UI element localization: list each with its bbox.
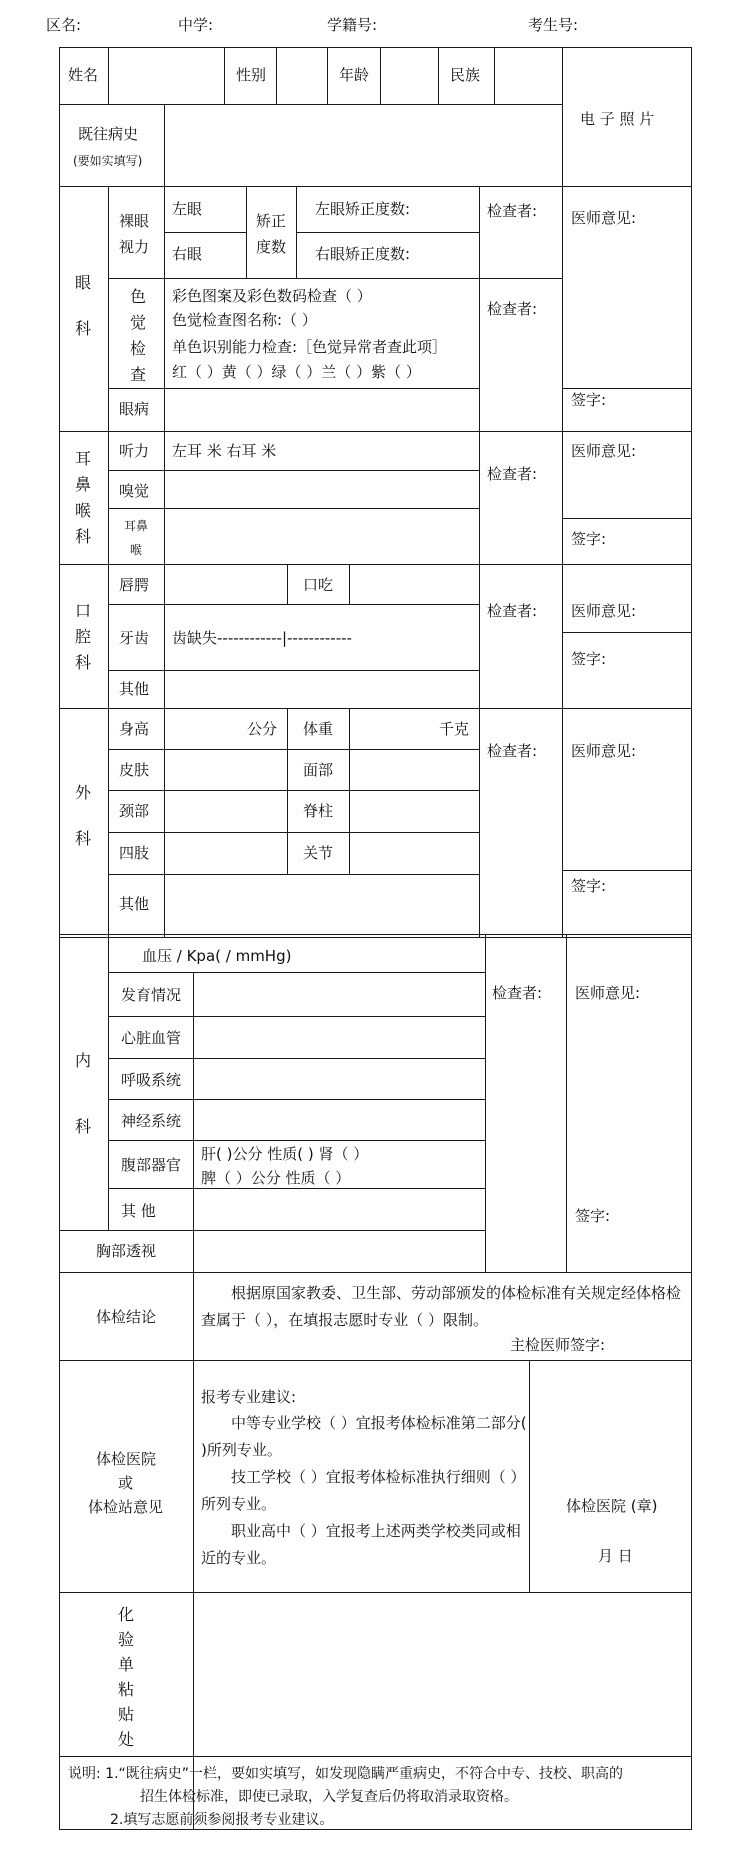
smell-label: 嗅觉	[119, 482, 150, 500]
color-line-1: 彩色图案及彩色数码检查（ ）	[172, 287, 372, 305]
surgery-signature: 签字:	[571, 877, 607, 895]
hospital-label-1: 体检医院	[96, 1450, 157, 1468]
eye-disease-label: 眼病	[119, 400, 150, 418]
internal-other-label: 其 他	[121, 1202, 156, 1220]
color-line-2: 色觉检查图名称:（ ）	[172, 311, 317, 329]
color-vision-label: 色 觉 检 查	[129, 287, 146, 384]
suggestion-line-3: 职业高中（ ）宜报考上述两类学校类同或相近的专业。	[201, 1522, 521, 1567]
nervous-label: 神经系统	[121, 1112, 182, 1130]
color-line-4: 红（ ）黄（ ）绿（ ）兰（ ）紫（ ）	[172, 363, 421, 381]
hearing-label: 听力	[119, 442, 150, 460]
hospital-date: 月 日	[598, 1547, 633, 1565]
spine-label: 脊柱	[303, 802, 334, 820]
exam-no-label: 考生号:	[528, 16, 579, 34]
surgery-section-label: 外 科	[74, 783, 91, 848]
hearing-value: 左耳 米 右耳 米	[172, 442, 277, 460]
ent-section-label: 耳 鼻 喉 科	[74, 449, 91, 546]
internal-examiner-label: 检查者:	[492, 984, 543, 1002]
naked-vision-label-2: 视力	[119, 238, 150, 256]
blood-pressure-label: 血压 / Kpa( / mmHg)	[142, 947, 292, 965]
ent-label-1: 耳鼻	[124, 519, 149, 533]
note-line-3: 2.填写志愿前须参阅报考专业建议。	[110, 1812, 334, 1828]
upper-table	[59, 47, 692, 938]
conclusion-signature: 主检医师签字:	[510, 1336, 606, 1354]
chest-xray-label: 胸部透视	[96, 1242, 157, 1260]
history-label: 既往病史	[78, 125, 139, 143]
surgery-other-label: 其他	[119, 895, 150, 913]
note-line-1: 说明: 1.“既往病史”一栏，要如实填写，如发现隐瞒严重病史，不符合中专、技校、职高的	[68, 1766, 624, 1782]
eye-section-label: 眼 科	[74, 273, 91, 338]
ent-examiner-label: 检查者:	[487, 465, 538, 483]
eye-doctor-opinion: 医师意见:	[571, 209, 637, 227]
height-unit: 公分	[247, 720, 278, 738]
eye-color-examiner-label: 检查者:	[487, 300, 538, 318]
correction-label-2: 度数	[256, 238, 287, 256]
conclusion-label: 体检结论	[96, 1308, 157, 1326]
joints-label: 关节	[303, 844, 334, 862]
face-label: 面部	[303, 761, 334, 779]
respiratory-label: 呼吸系统	[121, 1071, 182, 1089]
abdomen-line-1: 肝( )公分 性质( ) 肾（ ）	[201, 1145, 369, 1163]
oral-signature: 签字:	[571, 650, 607, 668]
internal-doctor-opinion: 医师意见:	[575, 984, 641, 1002]
height-label: 身高	[119, 720, 150, 738]
abdomen-label: 腹部器官	[121, 1156, 182, 1174]
ent-label-2: 喉	[130, 543, 143, 557]
skin-label: 皮肤	[119, 761, 150, 779]
district-label: 区名:	[46, 16, 82, 34]
internal-signature: 签字:	[575, 1207, 611, 1225]
oral-section-label: 口 腔 科	[74, 601, 91, 672]
lab-attach-label: 化 验 单 粘 贴 处	[117, 1605, 134, 1749]
color-line-3: 单色识别能力检查:［色觉异常者查此项］	[172, 338, 448, 356]
suggestion-title: 报考专业建议:	[201, 1388, 297, 1406]
correction-label-1: 矫正	[256, 212, 287, 230]
oral-examiner-label: 检查者:	[487, 602, 538, 620]
ent-doctor-opinion: 医师意见:	[571, 442, 637, 460]
hospital-stamp: 体检医院 (章)	[566, 1497, 658, 1515]
student-no-label: 学籍号:	[327, 16, 378, 34]
school-label: 中学:	[178, 16, 214, 34]
weight-label: 体重	[303, 720, 334, 738]
teeth-label: 牙齿	[119, 629, 150, 647]
right-eye-label: 右眼	[172, 245, 203, 263]
right-correction-label: 右眼矫正度数:	[315, 245, 411, 263]
oral-doctor-opinion: 医师意见:	[571, 602, 637, 620]
teeth-value: 齿缺失------------|------------	[172, 629, 352, 647]
neck-label: 颈部	[119, 802, 150, 820]
left-eye-label: 左眼	[172, 200, 203, 218]
photo-placeholder: 电 子 照 片	[580, 110, 655, 128]
limbs-label: 四肢	[119, 844, 150, 862]
surgery-doctor-opinion: 医师意见:	[571, 742, 637, 760]
note-line-2: 招生体检标准，即使已录取，入学复查后仍将取消录取资格。	[140, 1789, 518, 1805]
naked-vision-label-1: 裸眼	[119, 212, 150, 230]
eye-examiner-label: 检查者:	[487, 202, 538, 220]
abdomen-line-2: 脾（ ）公分 性质（ ）	[201, 1169, 351, 1187]
lips-label: 唇腭	[119, 576, 150, 594]
eye-signature: 签字:	[571, 391, 607, 409]
hospital-label-2: 或	[118, 1474, 134, 1492]
suggestion-line-1: 中等专业学校（ ）宜报考体检标准第二部分( )所列专业。	[201, 1414, 527, 1459]
surgery-examiner-label: 检查者:	[487, 742, 538, 760]
name-label: 姓名	[68, 66, 99, 84]
weight-unit: 千克	[439, 720, 470, 738]
conclusion-text: 根据原国家教委、卫生部、劳动部颁发的体检标准有关规定经体格检查属于（ ），在填报志愿时专业（ ）限制。	[201, 1284, 682, 1329]
hospital-label-3: 体检站意见	[88, 1498, 164, 1516]
ent-signature: 签字:	[571, 530, 607, 548]
stutter-label: 口吃	[303, 576, 334, 594]
age-label: 年龄	[339, 66, 370, 84]
cardio-label: 心脏血管	[121, 1029, 182, 1047]
suggestion-line-2: 技工学校（ ）宜报考体检标准执行细则（ ）所列专业。	[201, 1468, 526, 1513]
left-correction-label: 左眼矫正度数:	[315, 200, 411, 218]
history-note: (要如实填写)	[73, 154, 143, 168]
internal-section-label: 内 科	[74, 1051, 91, 1136]
oral-other-label: 其他	[119, 680, 150, 698]
ethnicity-label: 民族	[450, 66, 481, 84]
gender-label: 性别	[236, 66, 267, 84]
development-label: 发育情况	[121, 986, 182, 1004]
